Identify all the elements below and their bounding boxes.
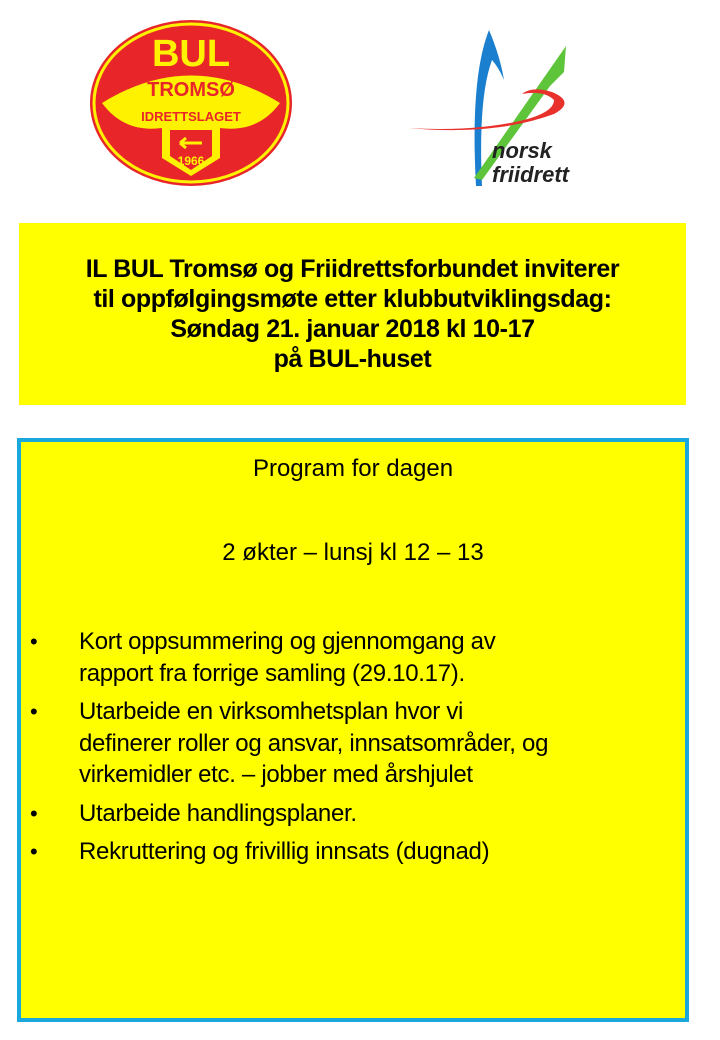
list-item-line: virkemidler etc. – jobber med årshjulet xyxy=(79,761,473,788)
norsk-friidrett-logo xyxy=(404,28,614,193)
svg-text:IDRETTSLAGET: IDRETTSLAGET xyxy=(141,109,241,124)
svg-text:BUL: BUL xyxy=(151,33,231,75)
list-item-line: definerer roller og ansvar, innsatsområder, og xyxy=(79,729,549,757)
list-item-line: Rekruttering og frivillig innsats (dugnad) xyxy=(79,838,490,865)
svg-text:friidrett: friidrett xyxy=(492,162,569,187)
list-item xyxy=(21,798,681,830)
list-item xyxy=(21,696,681,791)
invitation-header xyxy=(19,223,686,405)
program-box xyxy=(17,438,689,1022)
bullet-icon: • xyxy=(30,839,38,864)
header-line-3: Søndag 21. januar 2018 kl 10-17 xyxy=(170,315,535,343)
list-item xyxy=(21,836,681,868)
list-item-line: Utarbeide handlingsplaner. xyxy=(79,799,357,827)
svg-text:1966: 1966 xyxy=(177,154,205,168)
header-line-1: IL BUL Tromsø og Friidrettsforbundet inviterer xyxy=(85,255,620,283)
list-item-line: Utarbeide en virksomhetsplan hvor vi xyxy=(79,698,464,725)
bullet-icon: • xyxy=(30,699,38,724)
bullet-icon: • xyxy=(30,629,38,654)
bul-logo-icon xyxy=(88,18,294,188)
svg-text:norsk: norsk xyxy=(492,138,552,163)
program-subtitle: 2 økter – lunsj kl 12 – 13 xyxy=(222,539,484,566)
list-item-line: rapport fra forrige samling (29.10.17). xyxy=(79,659,465,687)
program-list xyxy=(21,626,681,875)
program-title: Program for dagen xyxy=(252,455,454,482)
list-item-line: Kort oppsummering og gjennomgang av xyxy=(79,628,496,655)
norsk-friidrett-logo-icon xyxy=(404,28,614,193)
list-item xyxy=(21,626,681,689)
header-line-2: til oppfølgingsmøte etter klubbutviklingsdag: xyxy=(93,285,612,313)
bul-tromso-logo xyxy=(88,18,294,188)
header-line-4: på BUL-huset xyxy=(273,345,432,373)
bullet-icon: • xyxy=(30,800,38,826)
svg-text:TROMSØ: TROMSØ xyxy=(147,79,235,101)
